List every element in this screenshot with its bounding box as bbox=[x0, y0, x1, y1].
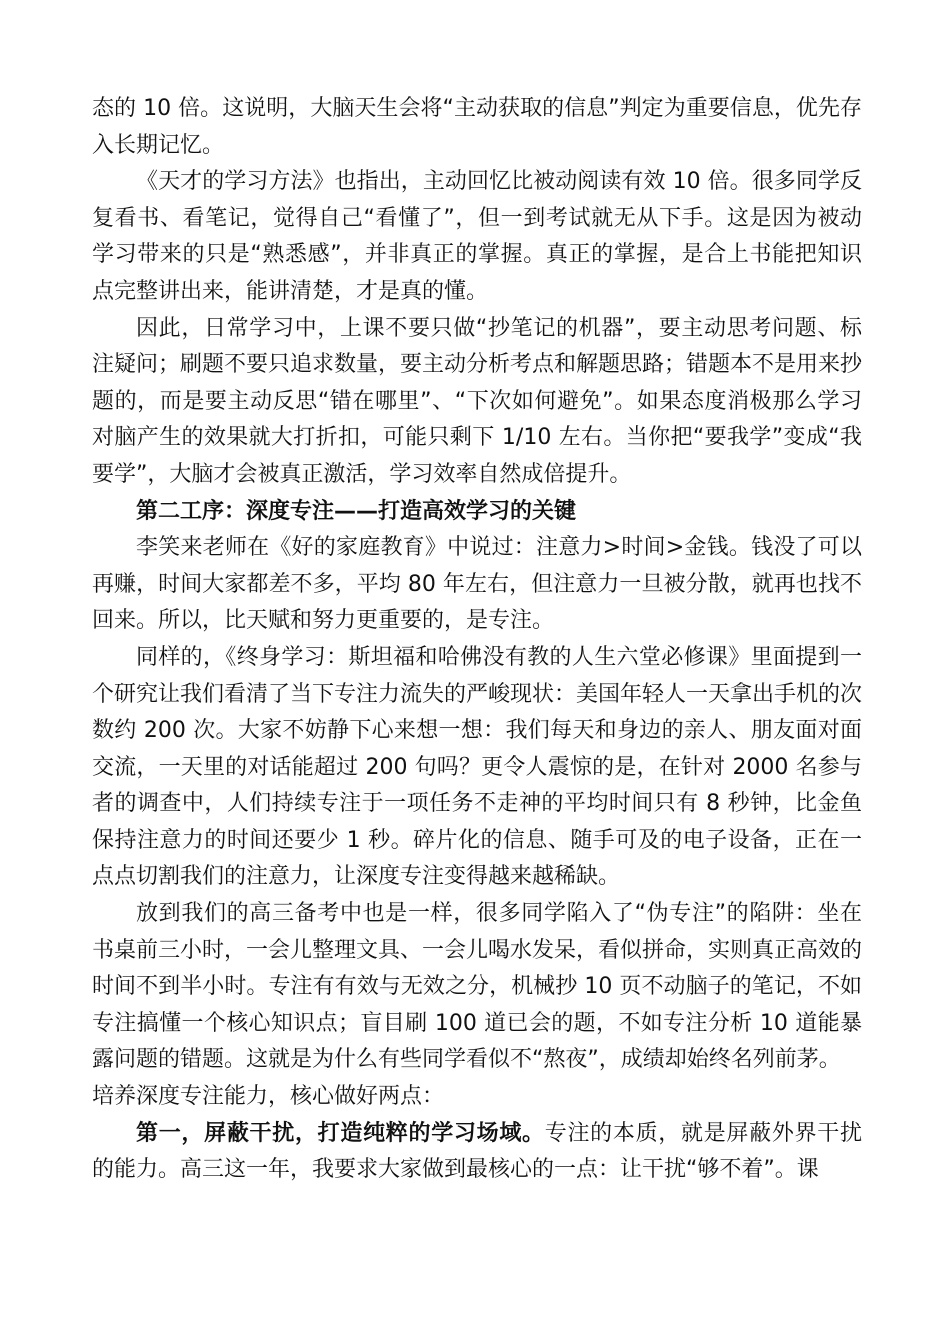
paragraph-daily-study: 因此，日常学习中，上课不要只做“抄笔记的机器”，要主动思考问题、标注疑问；刷题不要只追求数量，要主动分析考点和解题思路；错题本不是用来抄题的，而是要主动反思“错在哪里”、“下次如何避免”。如果态度消极那么学习对脑产生的效果就大打折扣，可能只剩下 1/10 左右。当你把“要我学”变成“我要学”，大脑才会被真正激活，学习效率自然成倍提升。 bbox=[92, 315, 863, 487]
first-point-lead: 第一，屏蔽干扰，打造纯粹的学习场域。 bbox=[136, 1120, 545, 1146]
document-body bbox=[92, 91, 862, 1189]
paragraph-research: 同样的，《终身学习：斯坦福和哈佛没有教的人生六堂必修课》里面提到一个研究让我们看清了当下专注力流失的严峻现状：美国年轻人一天拿出手机的次数约 200 次。大家不妨静下心来想一想：我们每天和身边的亲人、朋友面对面交流，一天里的对话能超过 200 句吗？更令人震惊的是，在针对 2000 名参与者的调查中，人们持续专注于一项任务不走神的平均时间只有 8 秒钟，比金鱼保持注意力的时间还要少 1 秒。碎片化的信息、随手可及的电子设备，正在一点点切割我们的注意力，让深度专注变得越来越稀缺。 bbox=[92, 644, 863, 890]
paragraph-active-recall: 《天才的学习方法》也指出，主动回忆比被动阅读有效 10 倍。很多同学反复看书、看笔记，觉得自己“看懂了”，但一到考试就无从下手。这是因为被动学习带来的只是“熟悉感”，并非真正的掌握。真正的掌握，是合上书能把知识点完整讲出来，能讲清楚，才是真的懂。 bbox=[92, 169, 862, 304]
paragraph-attention: 李笑来老师在《好的家庭教育》中说过：注意力>时间>金钱。钱没了可以再赚，时间大家都差不多，平均 80 年左右，但注意力一旦被分散，就再也找不回来。所以，比天赋和努力更重要的，是专注。 bbox=[92, 535, 862, 634]
paragraph-continued: 态的 10 倍。这说明，大脑天生会将“主动获取的信息”判定为重要信息，优先存入长期记忆。 bbox=[92, 96, 862, 158]
section-heading: 第二工序：深度专注——打造高效学习的关键 bbox=[136, 498, 577, 524]
paragraph-first-point bbox=[92, 1116, 862, 1189]
first-point-text: 专注的本质，就是屏蔽外界干扰的能力。高三这一年，我要求大家做到最核心的一点：让干扰“够不着”。课 bbox=[92, 1120, 862, 1183]
paragraph-fake-focus: 放到我们的高三备考中也是一样，很多同学陷入了“伪专注”的陷阱：坐在书桌前三小时，一会儿整理文具、一会儿喝水发呆，看似拼命，实则真正高效的时间不到半小时。专注有有效与无效之分，机械抄 10 页不动脑子的笔记，不如专注搞懂一个核心知识点；盲目刷 100 道已会的题，不如专注分析 10 道能暴露问题的错题。这就是为什么有些同学看似不“熬夜”，成绩却始终名列前茅。 bbox=[92, 901, 863, 1073]
paragraph-two-points: 培养深度专注能力，核心做好两点： bbox=[92, 1084, 445, 1110]
